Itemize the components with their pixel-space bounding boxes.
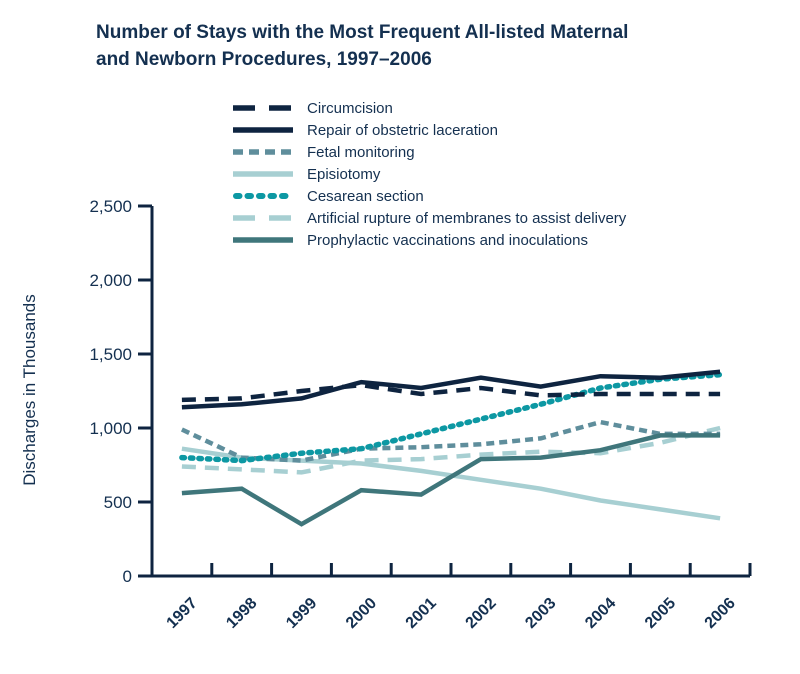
x-tick-label: 1999 xyxy=(283,594,321,632)
x-tick-label: 2001 xyxy=(402,594,440,632)
series-line-repair-of-obstetric-laceration xyxy=(182,372,720,408)
y-axis-label: Discharges in Thousands xyxy=(20,294,39,486)
x-tick-label: 2004 xyxy=(582,594,620,632)
series-line-circumcision xyxy=(182,385,720,400)
y-tick-label: 2,000 xyxy=(89,271,132,290)
legend-label: Repair of obstetric laceration xyxy=(307,121,498,139)
x-tick-labels xyxy=(164,595,739,632)
x-tick-label: 2000 xyxy=(342,594,381,632)
series-line-prophylactic-vaccinations-and-inoculations xyxy=(182,435,720,524)
x-tick-label: 2005 xyxy=(641,594,680,632)
legend-label: Artificial rupture of membranes to assist delivery xyxy=(307,209,627,227)
x-tick-label: 2002 xyxy=(462,594,500,632)
y-tick-label: 500 xyxy=(103,493,132,512)
y-tick-label: 1,500 xyxy=(89,345,132,364)
series-line-artificial-rupture-of-membranes-to-assist-delivery xyxy=(182,428,720,472)
legend-label: Prophylactic vaccinations and inoculations xyxy=(307,231,588,249)
y-tick-label: 1,000 xyxy=(89,419,132,438)
y-tick-label: 2,500 xyxy=(89,197,132,216)
y-tick-labels xyxy=(89,197,132,586)
x-tick-label: 1997 xyxy=(163,594,201,632)
legend-label: Episiotomy xyxy=(307,165,381,183)
x-tick-label: 2003 xyxy=(522,594,560,632)
legend-label: Circumcision xyxy=(307,99,393,117)
legend-label: Cesarean section xyxy=(307,187,424,205)
legend-label: Fetal monitoring xyxy=(307,143,415,161)
chart-title-line2: and Newborn Procedures, 1997–2006 xyxy=(96,48,432,70)
x-tick-label: 1998 xyxy=(223,594,261,632)
chart-title-line1: Number of Stays with the Most Frequent All-listed Maternal xyxy=(96,22,629,43)
y-tick-label: 0 xyxy=(122,567,132,586)
x-tick-label: 2006 xyxy=(701,594,739,632)
axis-lines xyxy=(152,206,750,576)
